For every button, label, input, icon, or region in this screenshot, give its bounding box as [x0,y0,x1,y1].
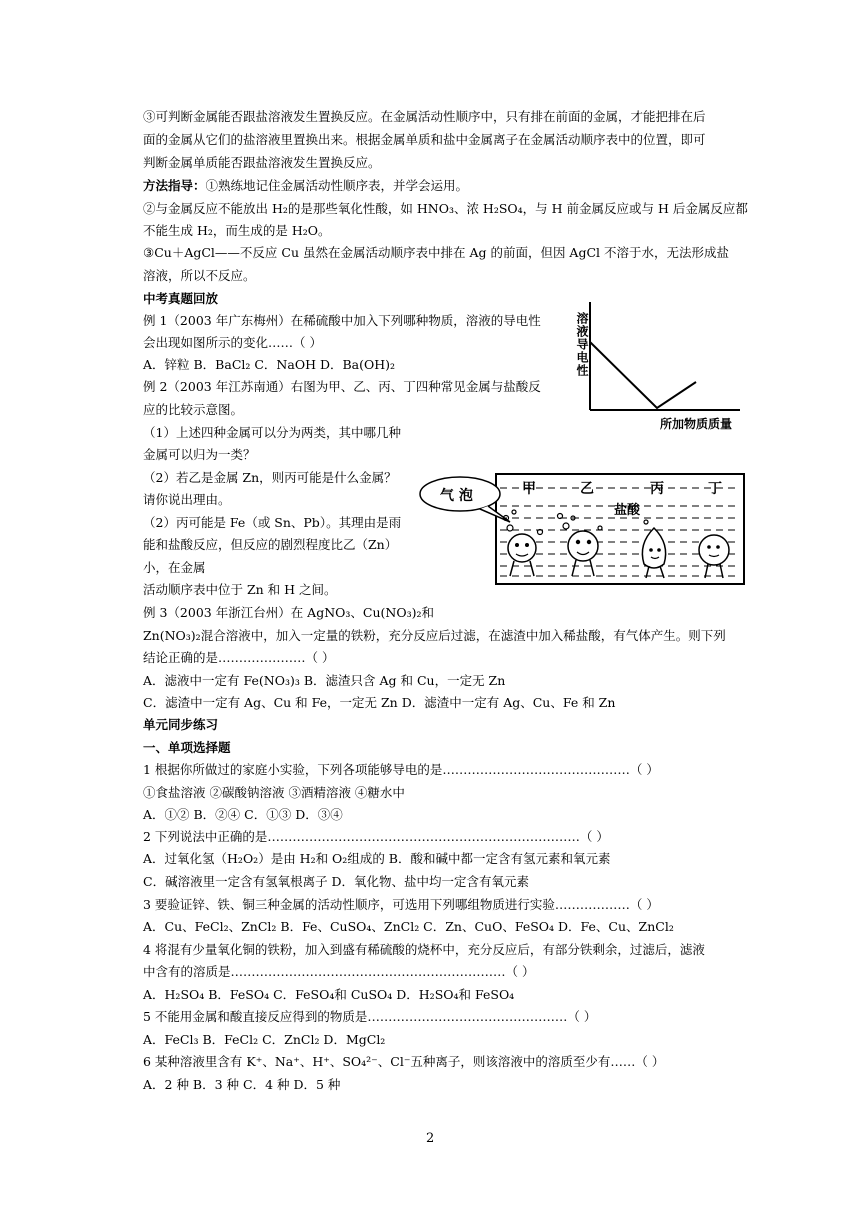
text-line: A．Cu、FeCl₂、ZnCl₂ B．Fe、CuSO₄、ZnCl₂ C．Zn、CuO、FeSO₄ D．Fe、Cu、ZnCl₂ [143,919,674,934]
text-line: 例 3（2003 年浙江台州）在 AgNO₃、Cu(NO₃)₂和 [143,605,434,620]
conductivity-graph [560,300,760,440]
section-heading: 一、单项选择题 [143,740,231,755]
text-line: 3 要验证锌、铁、铜三种金属的活动性顺序，可选用下列哪组物质进行实验………………（ ） [143,897,659,912]
text-line: A．H₂SO₄ B．FeSO₄ C．FeSO₄和 CuSO₄ D．H₂SO₄和 FeSO₄ [143,987,515,1002]
section-heading: 中考真题回放 [143,291,219,306]
text-line: ③Cu＋AgCl——不反应 Cu 虽然在金属活动顺序表中排在 Ag 的前面，但因 AgCl 不溶于水，无法形成盐 [143,245,729,260]
text-line: 溶液，所以不反应。 [143,268,256,283]
metal-figure-yi [568,531,598,561]
text-line: C．滤渣中一定有 Ag、Cu 和 Fe，一定无 Zn D．滤渣中一定有 Ag、Cu、Fe 和 Zn [143,695,616,710]
text-line: 中含有的溶质是…………………………………………………………（ ） [143,964,535,979]
graph-xlabel: 所加物质质量 [660,417,733,431]
page-number: 2 [426,1131,435,1146]
text-line: A．2 种 B．3 种 C．4 种 D．5 种 [143,1077,341,1092]
metal-label-jia: 甲 [522,481,536,497]
text-line: A．①② B．②④ C．①③ D．③④ [143,807,343,822]
text-line: 金属可以归为一类？ [143,447,256,462]
graph-ylabel: 溶液导电性 [575,312,589,377]
text-line: 结论正确的是…………………（ ） [143,650,335,665]
bubble-label: 气 泡 [440,488,473,504]
text-line: C．碱溶液里一定含有氢氧根离子 D．氧化物、盐中均一定含有氧元素 [143,874,530,889]
text-line: 1 根据你所做过的家庭小实验，下列各项能够导电的是………………………………………（ ） [143,762,659,777]
text-line: 判断金属单质能否跟盐溶液发生置换反应。 [143,155,381,170]
metal-label-ding: 丁 [708,481,722,497]
text-line: 面的金属从它们的盐溶液里置换出来。根据金属单质和盐中金属离子在金属活动顺序表中的位置，即可 [143,132,706,147]
text-line: 会出现如图所示的变化……（ ） [143,335,322,350]
text-line: ②与金属反应不能放出 H₂的是那些氧化性酸，如 HNO₃、浓 H₂SO₄，与 H 前金属反应或与 H 后金属反应都 [143,201,748,216]
metal-label-yi: 乙 [580,481,594,497]
metals-acid-diagram [418,466,748,588]
metal-figure-bing [642,528,665,568]
text-line: A．过氧化氢（H₂O₂）是由 H₂和 O₂组成的 B．酸和碱中都一定含有氢元素和氧元素 [143,851,611,866]
text-line: ①食盐溶液 ②碳酸钠溶液 ③酒精溶液 ④糖水中 [143,785,405,800]
text-line: A．FeCl₃ B．FeCl₂ C．ZnCl₂ D．MgCl₂ [143,1032,386,1047]
text-line: A．滤液中一定有 Fe(NO₃)₃ B．滤渣只含 Ag 和 Cu，一定无 Zn [143,673,506,688]
text-line: 活动顺序表中位于 Zn 和 H 之间。 [143,582,337,597]
acid-label: 盐酸 [614,503,641,518]
text-line: （2）若乙是金属 Zn，则丙可能是什么金属？ [143,470,397,485]
text-line: 2 下列说法中正确的是…………………………………………………………………（ ） [143,829,609,844]
section-heading: 单元同步练习 [143,717,219,732]
text-line: 小，在金属 [143,560,206,575]
text-line: 5 不能用金属和酸直接反应得到的物质是…………………………………………（ ） [143,1009,597,1024]
method-guide-label: 方法指导： [143,178,206,193]
text-line: 例 1（2003 年广东梅州）在稀硫酸中加入下列哪种物质，溶液的导电性 [143,313,541,328]
text-line: 不能生成 H₂，而生成的是 H₂O。 [143,223,331,238]
graph-line [590,342,696,408]
method-guide-line [143,178,468,194]
metal-figure-jia [508,534,536,562]
text-line: 4 将混有少量氧化铜的铁粉，加入到盛有稀硫酸的烧杯中，充分反应后，有部分铁剩余，过滤后，滤液 [143,942,705,957]
text-line: 例 2（2003 年江苏南通）右图为甲、乙、丙、丁四种常见金属与盐酸反 [143,379,541,394]
text-line: ③可判断金属能否跟盐溶液发生置换反应。在金属活动性顺序中，只有排在前面的金属，才能把排在后 [143,109,706,124]
metal-label-bing: 丙 [650,481,664,497]
text-line: 6 某种溶液里含有 K⁺、Na⁺、H⁺、SO₄²⁻、Cl⁻五种离子，则该溶液中的溶质至少有……（ ） [143,1054,665,1069]
text-line: 应的比较示意图。 [143,402,244,417]
text-line: A．锌粒 B．BaCl₂ C．NaOH D．Ba(OH)₂ [143,357,396,372]
metal-figure-ding [699,535,729,565]
text-line: （1）上述四种金属可以分为两类，其中哪几种 [143,425,401,440]
text-line: Zn(NO₃)₂混合溶液中，加入一定量的铁粉，充分反应后过滤，在滤渣中加入稀盐酸，有气体产生。则下列 [143,628,726,643]
text-line: 请你说出理由。 [143,492,231,507]
text-line: ①熟练地记住金属活动性顺序表，并学会运用。 [205,178,469,193]
text-line: 能和盐酸反应，但反应的剧烈程度比乙（Zn） [143,537,398,552]
text-line: （2）丙可能是 Fe（或 Sn、Pb）。其理由是雨 [143,515,402,530]
